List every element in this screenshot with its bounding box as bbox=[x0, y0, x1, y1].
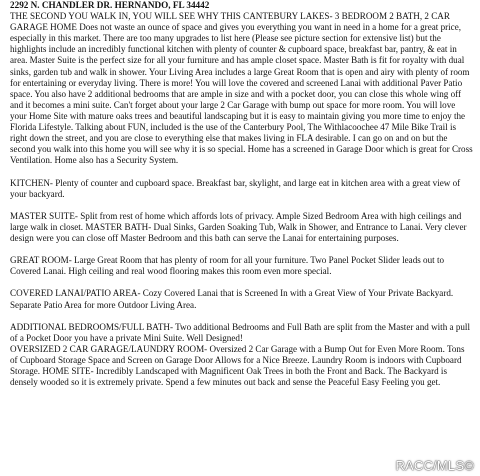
additional-bedrooms-paragraph: ADDITIONAL BEDROOMS/FULL BATH- Two additional Bedrooms and Full Bath are split from the Master and with a pull of a Pocket Door you have a private Mini Suite. Well Designed! bbox=[10, 321, 470, 343]
paragraph-gap bbox=[10, 277, 474, 288]
great-room-paragraph: GREAT ROOM- Large Great Room that has plenty of room for all your furniture. Two Panel Pocket Slider leads out to Covered Lanai. High ceiling and real wood flooring makes this room even more special. bbox=[10, 255, 445, 277]
master-suite-paragraph: MASTER SUITE- Split from rest of home which affords lots of privacy. Ample Sized Bedroom Area with high ceilings and large walk in closet. MASTER BATH- Dual Sinks, Garden Soaking Tub, Walk in Shower, and Entrance to Lanai. Very clever design were you can close off Master Bedroom and this bath can serve the Lanai for entertaining purposes. bbox=[10, 210, 467, 243]
kitchen-paragraph: KITCHEN- Plenty of counter and cupboard space. Breakfast bar, skylight, and large eat in kitchen area with a great view of your backyard. bbox=[10, 177, 461, 199]
property-address: 2292 N. CHANDLER DR. HERNANDO, FL 34442 bbox=[10, 0, 210, 10]
listing-document bbox=[10, 0, 474, 388]
lanai-paragraph: COVERED LANAI/PATIO AREA- Cozy Covered Lanai that is Screened In with a Great View of Your Private Backyard. Separate Patio Area for more Outdoor Living Area. bbox=[10, 288, 454, 310]
intro-paragraph: THE SECOND YOU WALK IN, YOU WILL SEE WHY THIS CANTEBURY LAKES- 3 BEDROOM 2 BATH, 2 CAR GARAGE HOME Does not waste an ounce of space and gives you everything you want in need in a home for a great price, especially in this market. There are too many upgrades to list here (Please see picture section for extensive list) but the highlights include an incredibly functional kitchen with plenty of counter & cupboard space, breakfast bar, pantry, & eat in area. Master Suite is the perfect size for all your furniture and has ample closet space. Master Bath is fit for royalty with dual sinks, garden tub and walk in shower. Your Living Area includes a large Great Room that is open and airy with plenty of room for entertaining or everyday living. There is more! You will love the covered and screened Lanai with additional Paver Patio space. You also have 2 additional bedrooms that are ample in size and with a pocket door, you can close this whole wing off and it becomes a mini suite. Can't forget about your large 2 Car Garage with bump out space for more room. You will love your Home Site with mature oaks trees and beautiful landscaping but it is easy to maintain giving you more time to enjoy the Florida Lifestyle. Talking about FUN, included is the use of the Canterbury Pool, The Withlacoochee 47 Mile Bike Trail is right down the street, and you are close to everything else that makes living in FLA desirable. I can go on and on but the second you walk into this home you will see why it is so special. Home has a screened in Garage Door which is great for Cross Ventilation. Home also has a Security System. bbox=[10, 11, 473, 166]
paragraph-gap bbox=[10, 311, 474, 322]
paragraph-gap bbox=[10, 200, 474, 211]
garage-paragraph: OVERSIZED 2 CAR GARAGE/LAUNDRY ROOM- Oversized 2 Car Garage with a Bump Out for Even More Room. Tons of Cupboard Storage Space and Screen on Garage Door Allows for a Nice Breeze. Laundry Room is indoors with Cupboard Storage. HOME SITE- Incredibly Landscaped with Magnificent Oak Trees in both the Front and Back. The Backyard is densely wooded so it is extremely private. Spend a few minutes out back and sense the Peaceful Easy Feeling you get. bbox=[10, 343, 465, 388]
paragraph-gap bbox=[10, 244, 474, 255]
paragraph-gap bbox=[10, 166, 474, 177]
mls-watermark: RACC/MLS© bbox=[395, 458, 474, 473]
